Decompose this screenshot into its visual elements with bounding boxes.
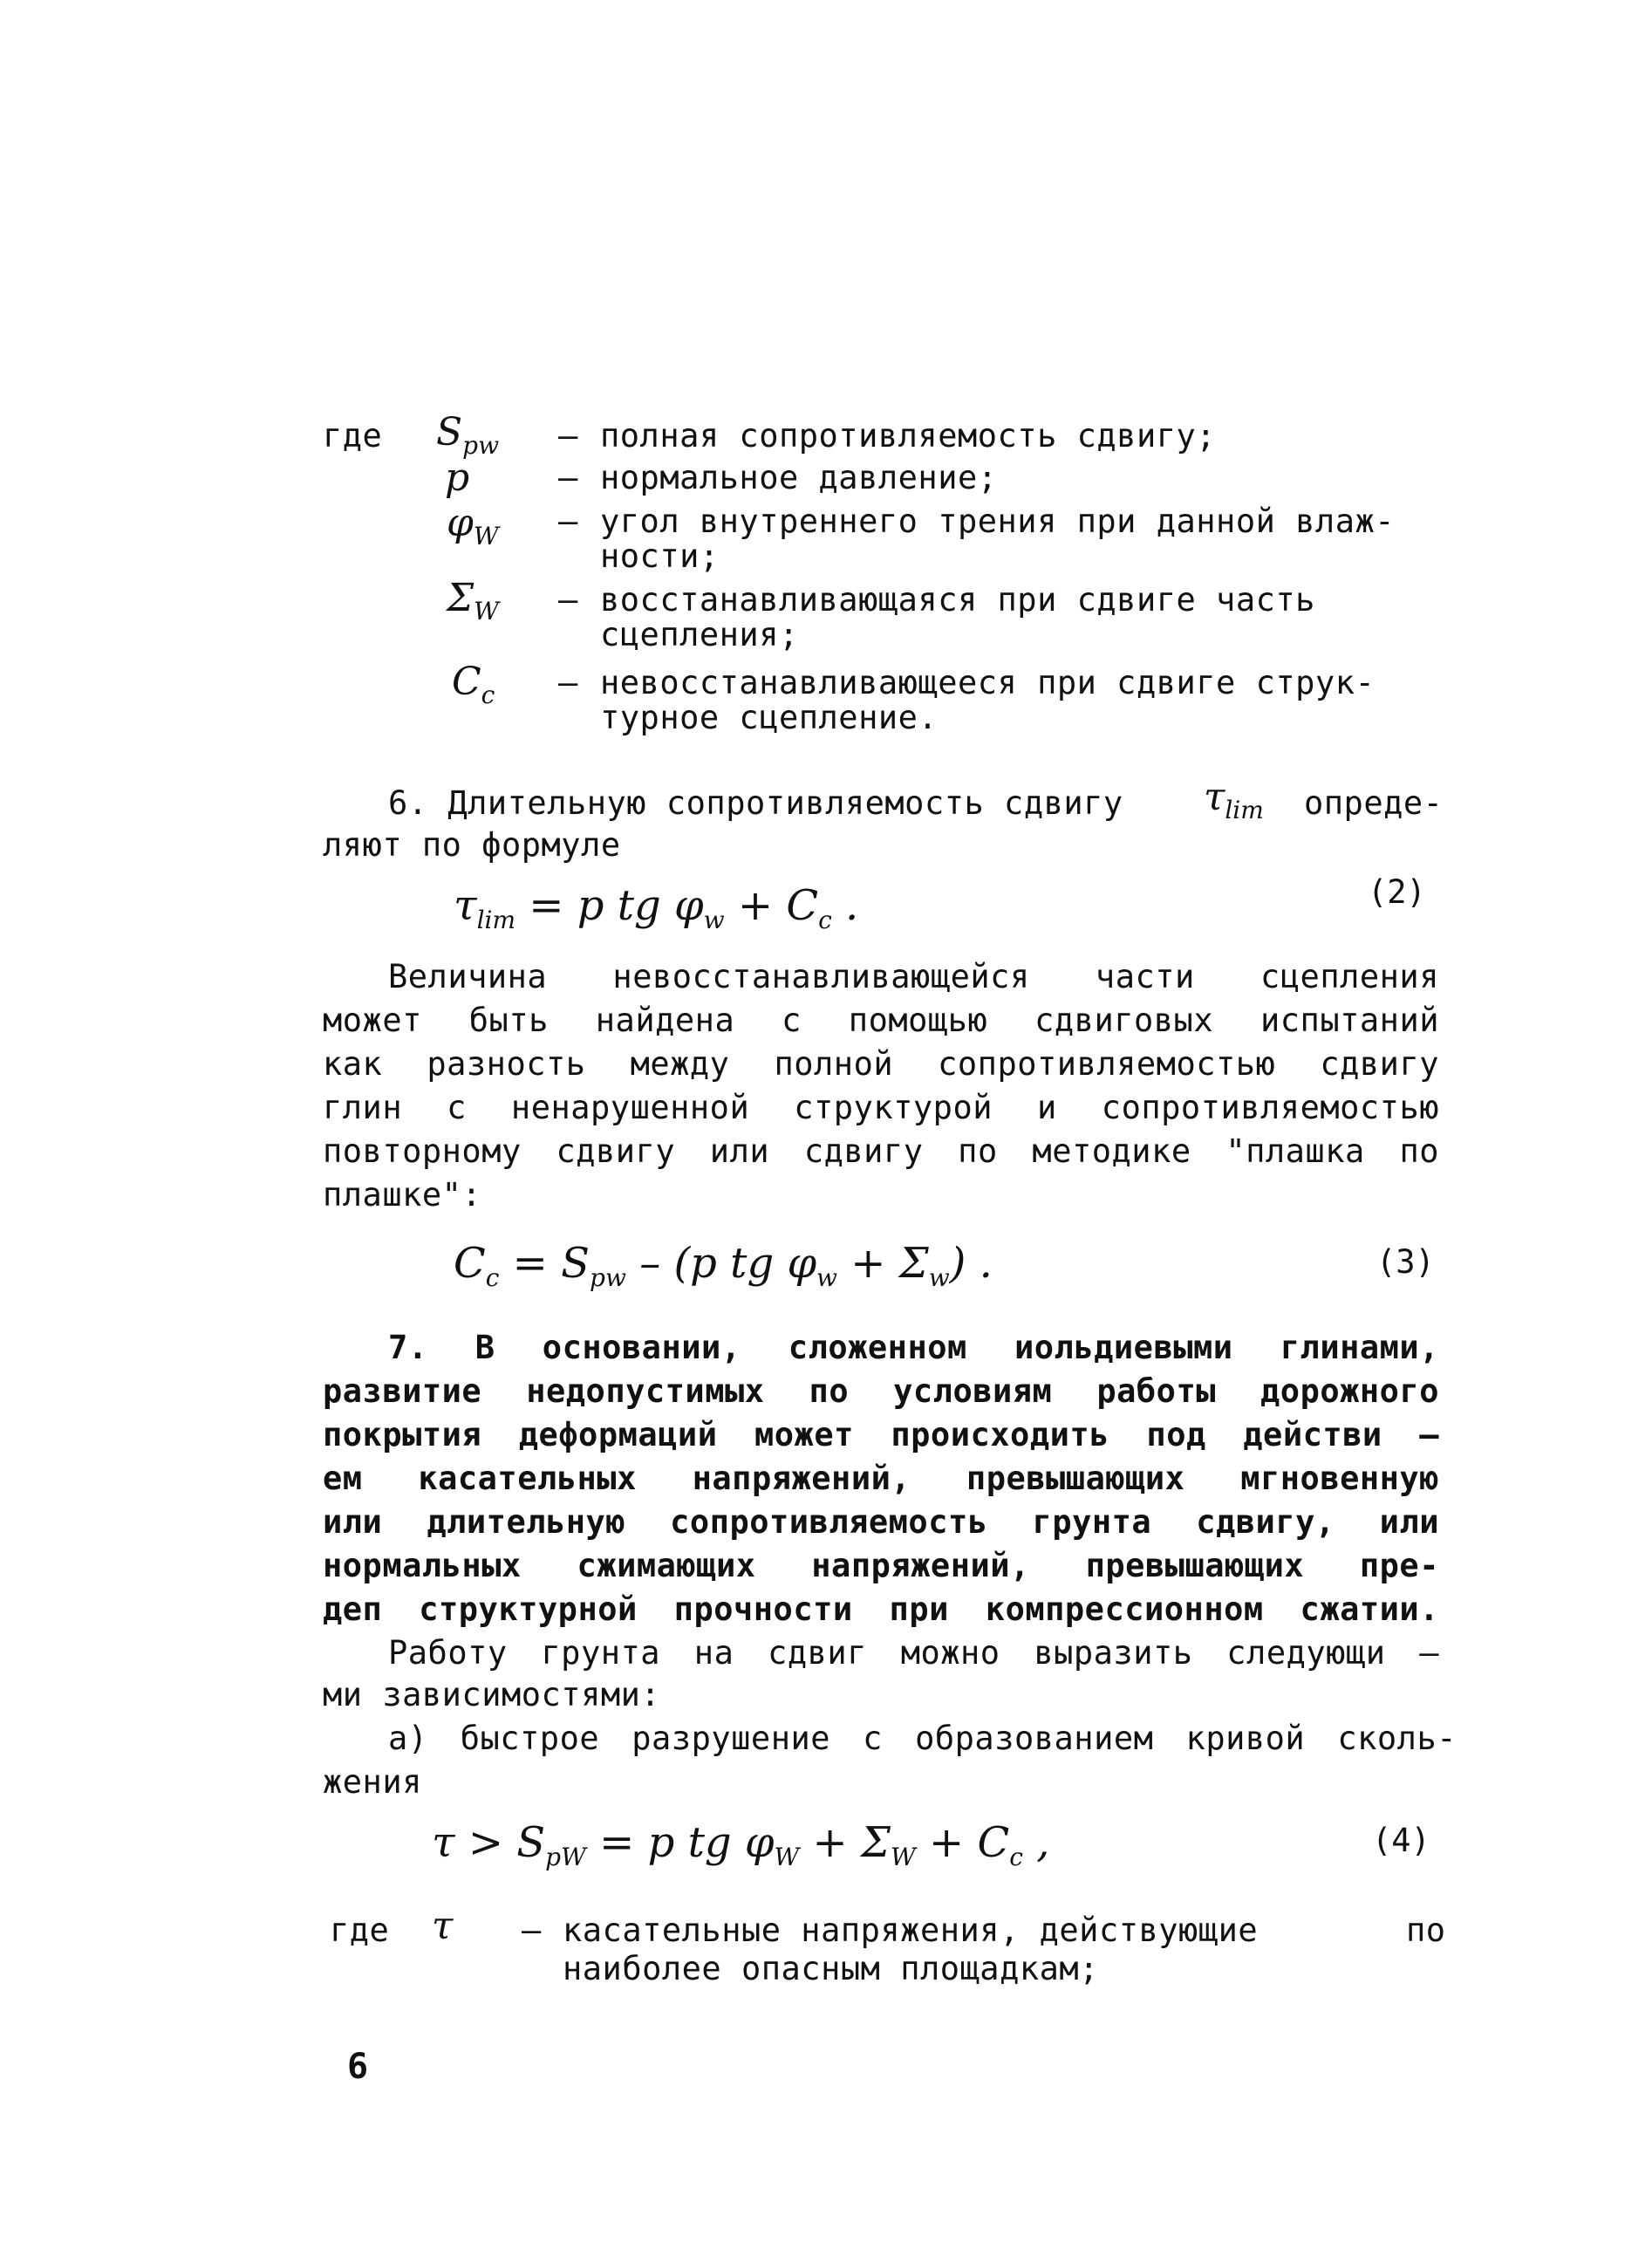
paragraph-line: Работу грунта на сдвиг можно выразить следующи – (388, 1634, 1439, 1672)
dash: – (522, 1912, 542, 1949)
paragraph-line: деп структурной прочности при компрессионном сжатии. (323, 1590, 1439, 1628)
definition-text-cont: сцепления; (600, 616, 799, 653)
symbol-p: p (445, 455, 470, 500)
formula-2: $\tau_{lim} = p$ tg $\varphi_w + C_c$ . (454, 881, 859, 934)
dash: – (558, 459, 578, 496)
definition-text: касательные напряжения, действующие (563, 1912, 1259, 1949)
paragraph-line: ми зависимостями: (323, 1676, 661, 1713)
paragraph-line: нормальных сжимающих напряжений, превышающих пре- (323, 1547, 1439, 1584)
dash: – (558, 503, 578, 540)
paragraph-line: покрытия деформаций может происходить под действи – (323, 1416, 1439, 1453)
definition-text-cont: наиболее опасным площадкам; (563, 1950, 1099, 1987)
paragraph-line: плашке": (323, 1176, 482, 1214)
formula-4: $\tau > S_{pW} = p$ tg $\varphi_W + \Sigma_W + C_c$ , (432, 1818, 1050, 1871)
symbol-sigmaw: $\Sigma_W$ (447, 576, 499, 626)
symbol-cc: $C_c$ (452, 660, 495, 709)
paragraph-line: или длительную сопротивляемость грунта сдвигу, или (323, 1503, 1439, 1541)
equation-number: (4) (1372, 1822, 1430, 1859)
paragraph-line-end: опреде- (1304, 784, 1444, 822)
paragraph-line: может быть найдена с помощью сдвиговых испытаний (323, 1002, 1439, 1039)
symbol-tau: τ (432, 1904, 454, 1948)
definition-text-end: по (1406, 1912, 1446, 1949)
equation-number: (2) (1368, 873, 1426, 911)
paragraph-line: 6. Длительную сопротивляемость сдвигу (388, 784, 1123, 822)
symbol-spw: $S_{pw}$ (436, 410, 500, 460)
equation-number: (3) (1376, 1243, 1435, 1281)
definition-text: нормальное давление; (600, 459, 998, 496)
definition-text-cont: турное сцепление. (600, 699, 939, 736)
paragraph-line: ем касательных напряжений, превышающих мгновенную (323, 1460, 1439, 1497)
definition-text: невосстанавливающееся при сдвиге струк- (600, 664, 1376, 701)
formula-3: $C_c = S_{pw} - (p$ tg $\varphi_w + \Sigma_w$) . (454, 1239, 993, 1292)
paragraph-line: развитие недопустимых по условиям работы дорожного (323, 1372, 1439, 1410)
definition-text-cont: ности; (600, 537, 720, 575)
paragraph-line: повторному сдвигу или сдвигу по методике "плашка по (323, 1132, 1439, 1170)
where-label: где (323, 417, 383, 455)
paragraph-line: как разность между полной сопротивляемостью сдвигу (323, 1045, 1439, 1083)
definition-text: угол внутреннего трения при данной влаж- (600, 503, 1396, 540)
symbol-tau-lim: $\tau_{lim}$ (1204, 775, 1264, 824)
paragraph-line: Величина невосстанавливающейся части сцепления (388, 958, 1439, 995)
page-number: 6 (347, 2047, 369, 2087)
definition-text: полная сопротивляемость сдвигу; (600, 417, 1217, 455)
where-label: где (330, 1912, 390, 1949)
dash: – (558, 664, 578, 701)
paragraph-line: а) быстрое разрушение с образованием кривой сколь- (388, 1720, 1457, 1757)
dash: – (558, 581, 578, 619)
symbol-phiw: $\varphi_W$ (447, 501, 499, 551)
paragraph-line: 7. В основании, сложенном иольдиевыми глинами, (388, 1329, 1439, 1366)
paragraph-line: глин с ненарушенной структурой и сопротивляемостью (323, 1089, 1439, 1126)
paragraph-line: жения (323, 1763, 422, 1801)
definition-text: восстанавливающаяся при сдвиге часть (600, 581, 1315, 619)
paragraph-line: ляют по формуле (323, 826, 621, 864)
dash: – (558, 417, 578, 455)
